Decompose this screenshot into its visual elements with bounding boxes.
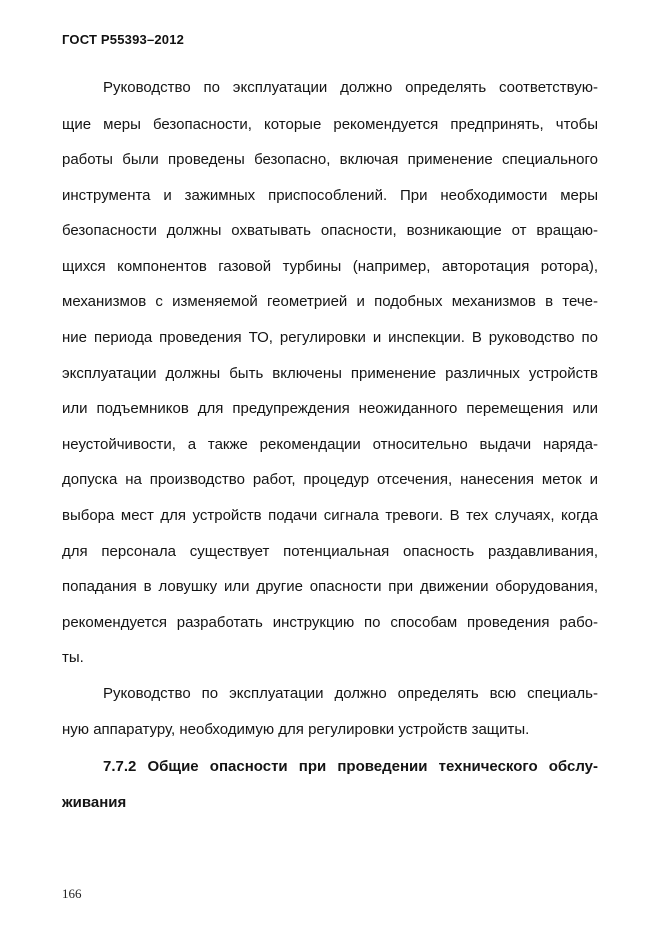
paragraph-line: рекомендуется разработать инструкцию по способам проведения рабо- bbox=[62, 614, 598, 631]
paragraph-line: щие меры безопасности, которые рекомендуется предпринять, чтобы bbox=[62, 116, 598, 133]
paragraph-line: Руководство по эксплуатации должно определять соответствую- bbox=[103, 79, 598, 96]
paragraph-line: ную аппаратуру, необходимую для регулировки устройств защиты. bbox=[62, 721, 530, 738]
document-code-header: ГОСТ Р55393–2012 bbox=[62, 32, 185, 47]
paragraph-line: для персонала существует потенциальная опасность раздавливания, bbox=[62, 543, 598, 560]
page-number: 166 bbox=[62, 886, 82, 901]
paragraph-line: выбора мест для устройств подачи сигнала тревоги. В тех случаях, когда bbox=[62, 507, 598, 524]
paragraph-line: щихся компонентов газовой турбины (например, авторотация ротора), bbox=[62, 258, 598, 275]
paragraph-line: ние периода проведения ТО, регулировки и инспекции. В руководство по bbox=[62, 329, 598, 346]
paragraph-line: инструмента и зажимных приспособлений. При необходимости меры bbox=[62, 187, 598, 204]
paragraph-line: Руководство по эксплуатации должно определять всю специаль- bbox=[103, 685, 598, 702]
paragraph-line: работы были проведены безопасно, включая применение специального bbox=[62, 151, 598, 168]
paragraph-line: эксплуатации должны быть включены применение различных устройств bbox=[62, 365, 598, 382]
paragraph-line: механизмов с изменяемой геометрией и подобных механизмов в тече- bbox=[62, 293, 598, 310]
paragraph-line: или подъемников для предупреждения неожиданного перемещения или bbox=[62, 400, 598, 417]
section-heading: 7.7.2 Общие опасности при проведении технического обслу- bbox=[103, 758, 598, 775]
paragraph-line: ты. bbox=[62, 649, 84, 666]
paragraph-line: неустойчивости, а также рекомендации относительно выдачи наряда- bbox=[62, 436, 598, 453]
paragraph-line: попадания в ловушку или другие опасности при движении оборудования, bbox=[62, 578, 598, 595]
section-heading-continuation: живания bbox=[62, 794, 127, 811]
paragraph-line: безопасности должны охватывать опасности, возникающие от вращаю- bbox=[62, 222, 598, 239]
paragraph-line: допуска на производство работ, процедур отсечения, нанесения меток и bbox=[62, 471, 598, 488]
